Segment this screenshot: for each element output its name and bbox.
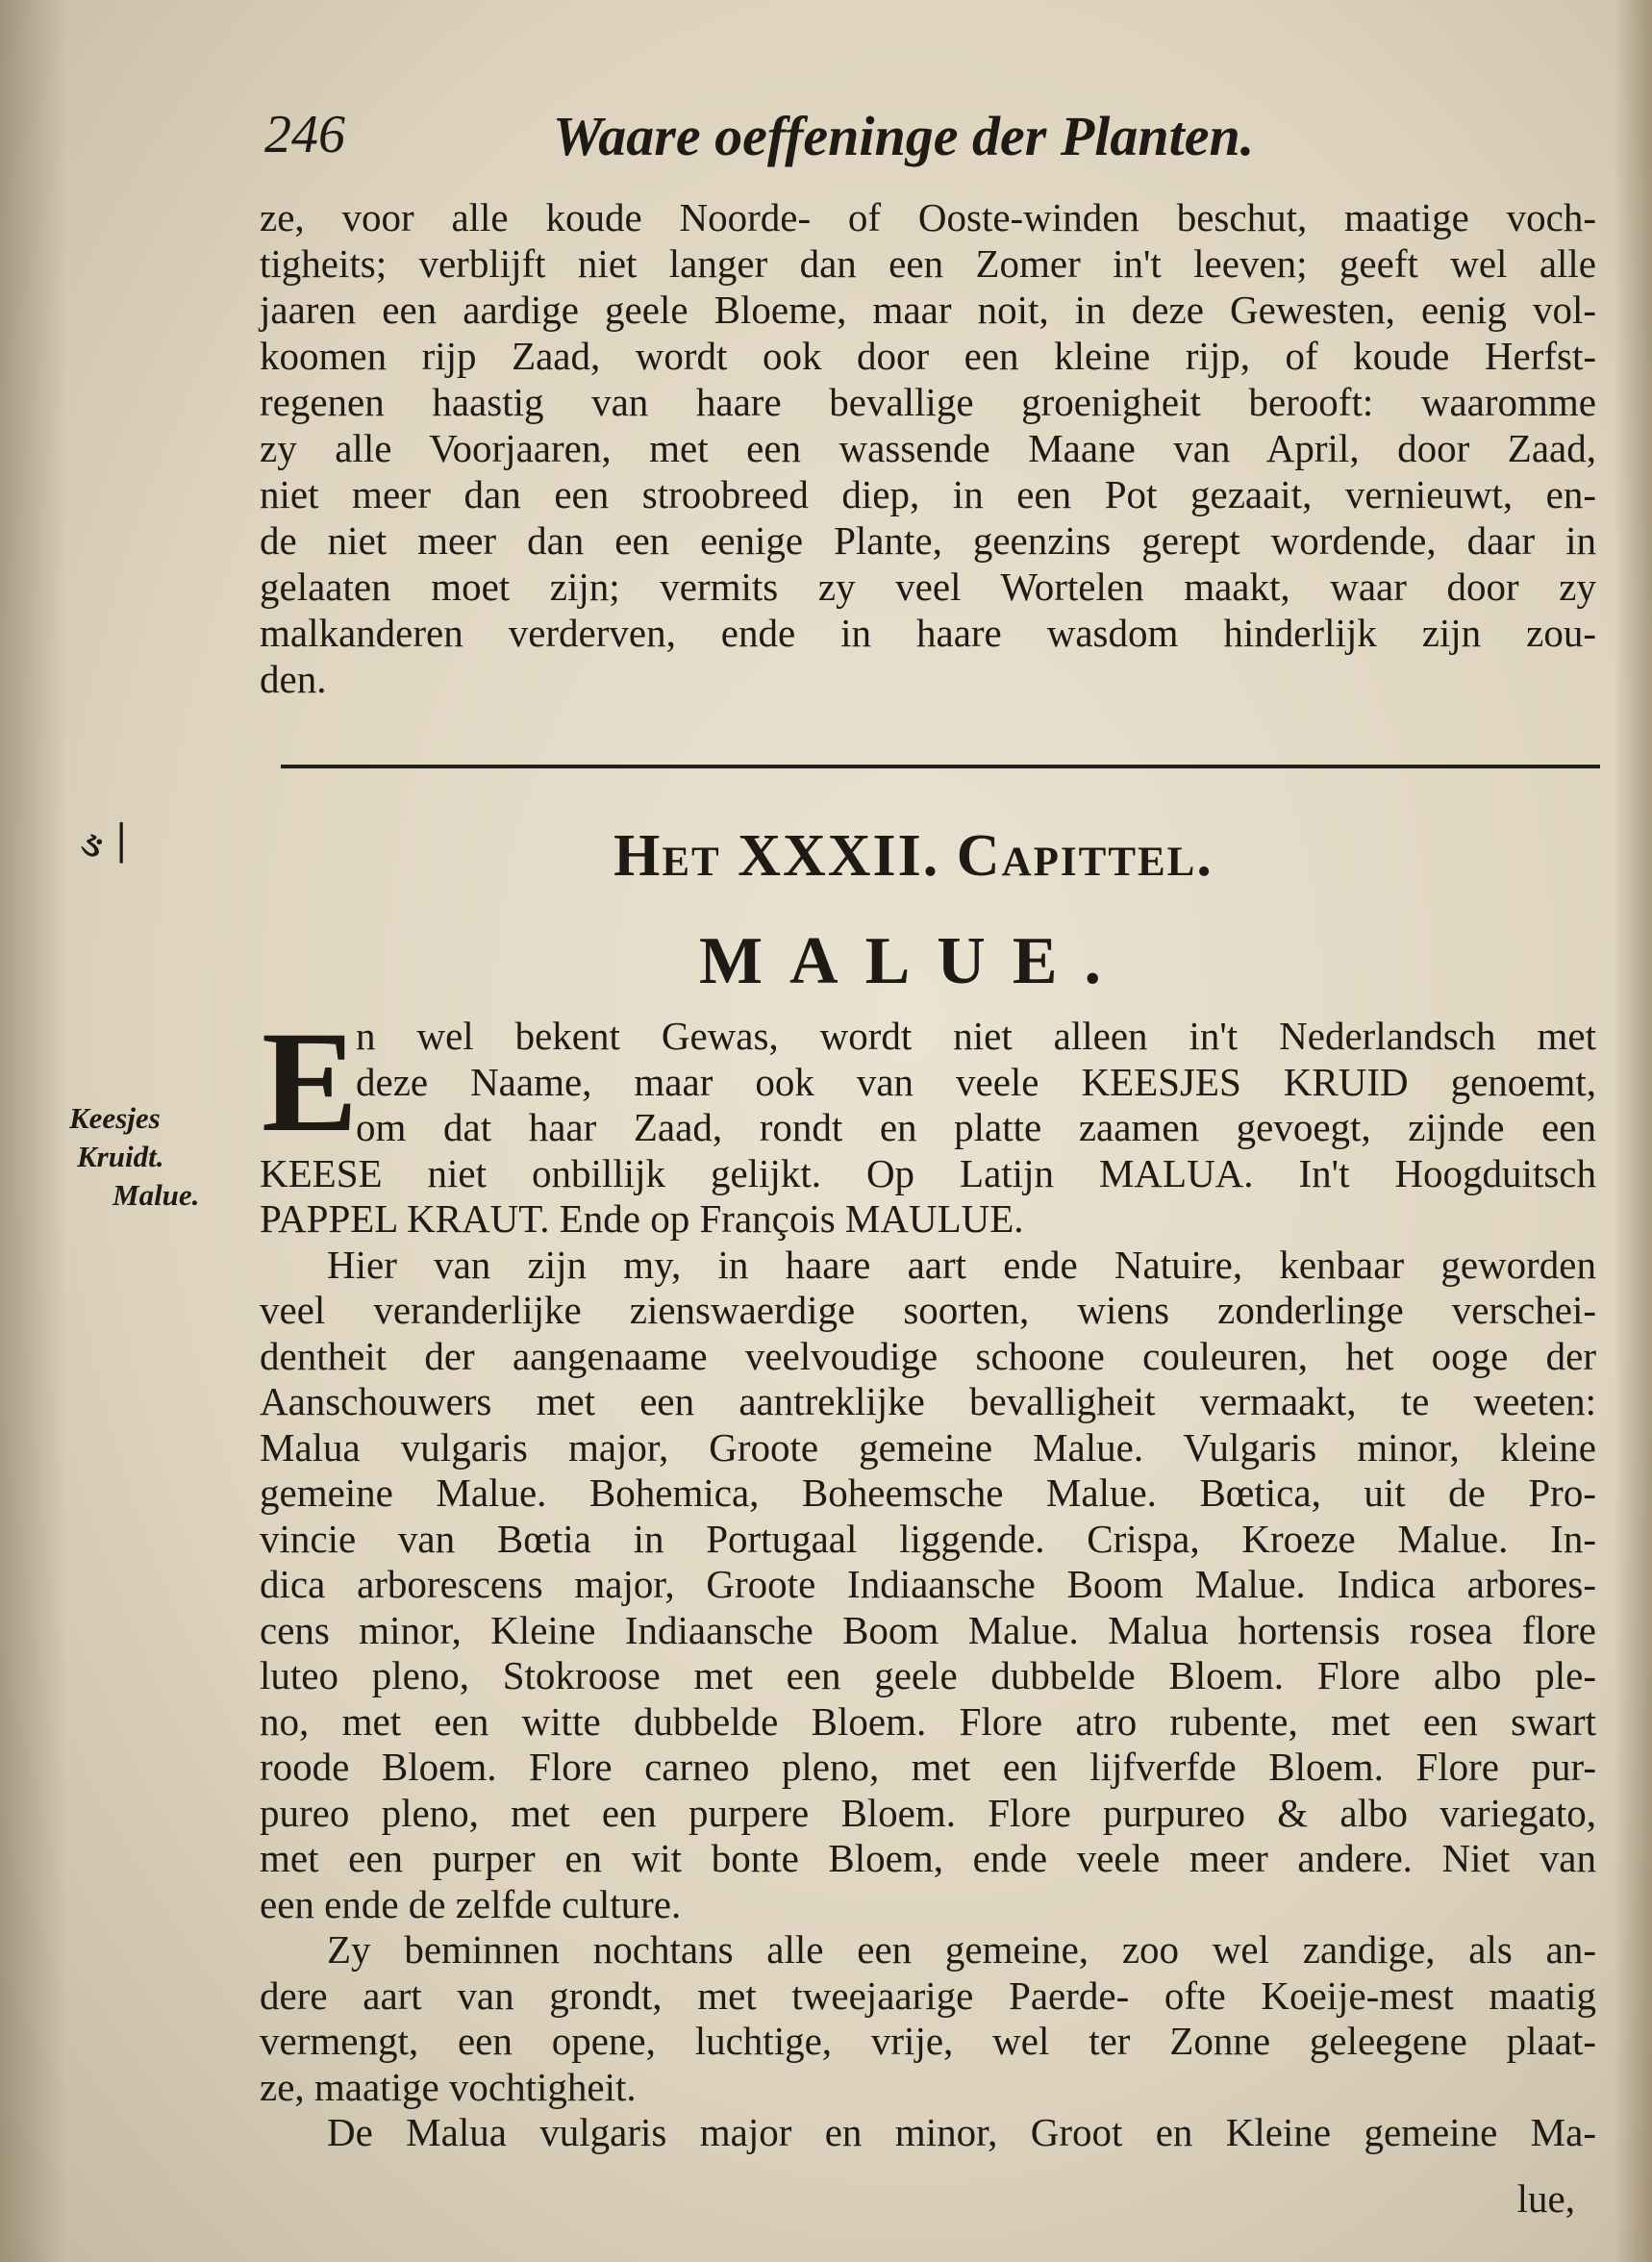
chapter-title: MALUE.: [698, 924, 1129, 998]
side-note: [69, 1099, 199, 1215]
chapter-heading: Het XXXII. Capittel.: [613, 823, 1214, 889]
drop-cap: E: [262, 1002, 359, 1162]
text-line: ze, maatige vochtigheit.: [260, 2064, 637, 2109]
text-line: De Malua vulgaris major en minor, Groot en Kleine gemeine Ma-: [327, 2110, 1596, 2154]
text-line: om dat haar Zaad, rondt en platte zaamen gevoegt, zijnde een: [356, 1105, 1596, 1149]
text-line: niet meer dan een stroobreed diep, in een Pot gezaait, vernieuwt, en-: [260, 472, 1596, 516]
side-note-line: Keesjes: [69, 1101, 161, 1135]
top-paragraph: [260, 194, 1596, 702]
text-line: de niet meer dan een eenige Plante, geenzins gerept wordende, daar in: [260, 518, 1596, 563]
text-line: malkanderen verderven, ende in haare wasdom hinderlijk zijn zou-: [260, 611, 1596, 655]
text-line: regenen haastig van haare bevallige groenigheit berooft: waaromme: [260, 380, 1596, 424]
text-line: jaaren een aardige geele Bloeme, maar noit, in deze Gewesten, eenig vol-: [260, 288, 1596, 332]
text-line: met een purper en wit bonte Bloem, ende veele meer andere. Niet van: [260, 1836, 1596, 1880]
running-title: Waare oeffeninge der Planten.: [553, 105, 1255, 167]
text-line: veel veranderlijke zienswaerdige soorten, wiens zonderlinge verschei-: [260, 1288, 1596, 1332]
text-line: een ende de zelfde culture.: [260, 1881, 682, 1926]
page-number: 246: [264, 105, 345, 164]
text-line: dica arborescens major, Groote Indiaansche Boom Malue. Indica arbores-: [260, 1562, 1596, 1606]
text-line: dentheit der aangenaame veelvoudige schoone couleuren, het ooge der: [260, 1333, 1596, 1378]
text-line: tigheits; verblijft niet langer dan een Zomer in't leeven; geeft wel alle: [260, 241, 1596, 286]
side-note-line: Kruidt.: [77, 1140, 164, 1173]
section-rule: [281, 765, 1600, 768]
text-line: Aanschouwers met een aantreklijke bevalligheit vermaakt, te weeten:: [260, 1379, 1596, 1423]
running-head: [264, 104, 1611, 165]
side-note-line: Malue.: [113, 1178, 200, 1212]
text-line: luteo pleno, Stokroose met een geele dubbelde Bloem. Flore albo ple-: [260, 1653, 1596, 1697]
text-line: den.: [260, 657, 327, 701]
text-line: pureo pleno, met een purpere Bloem. Flore purpureo & albo variegato,: [260, 1790, 1596, 1835]
catchword: lue,: [1516, 2176, 1575, 2221]
text-line: deze Naame, maar ook van veele KEESJES KRUID genoemt,: [356, 1059, 1596, 1104]
text-line: gemeine Malue. Bohemica, Boheemsche Malue. Bœtica, uit de Pro-: [260, 1470, 1596, 1515]
margin-mark: ઙ ׀: [81, 825, 132, 864]
text-line: roode Bloem. Flore carneo pleno, met een lijfverfde Bloem. Flore pur-: [260, 1745, 1596, 1789]
text-line: zy alle Voorjaaren, met een wassende Maane van April, door Zaad,: [260, 426, 1596, 470]
chapter-body: [260, 1014, 1606, 2156]
text-line: ze, voor alle koude Noorde- of Ooste-winden beschut, maatige voch-: [260, 195, 1596, 239]
text-line: KEESE niet onbillijk gelijkt. Op Latijn MALUA. In't Hoogduitsch: [260, 1150, 1596, 1195]
text-line: cens minor, Kleine Indiaansche Boom Malue. Malua hortensis rosea flore: [260, 1607, 1596, 1652]
text-line: Malua vulgaris major, Groote gemeine Malue. Vulgaris minor, kleine: [260, 1424, 1596, 1470]
text-line: Hier van zijn my, in haare aart ende Natuire, kenbaar geworden: [327, 1242, 1596, 1287]
text-line: Zy beminnen nochtans alle een gemeine, zoo wel zandige, als an-: [327, 1927, 1596, 1972]
text-line: koomen rijp Zaad, wordt ook door een kleine rijp, of koude Herfst-: [260, 334, 1596, 378]
text-line: n wel bekent Gewas, wordt niet alleen in't Nederlandsch met: [356, 1014, 1596, 1058]
text-line: gelaaten moet zijn; vermits zy veel Wortelen maakt, waar door zy: [260, 565, 1596, 609]
text-line: dere aart van grondt, met tweejaarige Paerde- ofte Koeije-mest maatig: [260, 1973, 1596, 2018]
text-line: PAPPEL KRAUT. Ende op François MAULUE.: [260, 1196, 1024, 1241]
text-line: no, met een witte dubbelde Bloem. Flore atro rubente, met een swart: [260, 1698, 1596, 1744]
text-line: vermengt, een opene, luchtige, vrije, wel ter Zonne geleegene plaat-: [260, 2019, 1596, 2063]
text-line: vincie van Bœtia in Portugaal liggende. Crispa, Kroeze Malue. In-: [260, 1516, 1596, 1561]
